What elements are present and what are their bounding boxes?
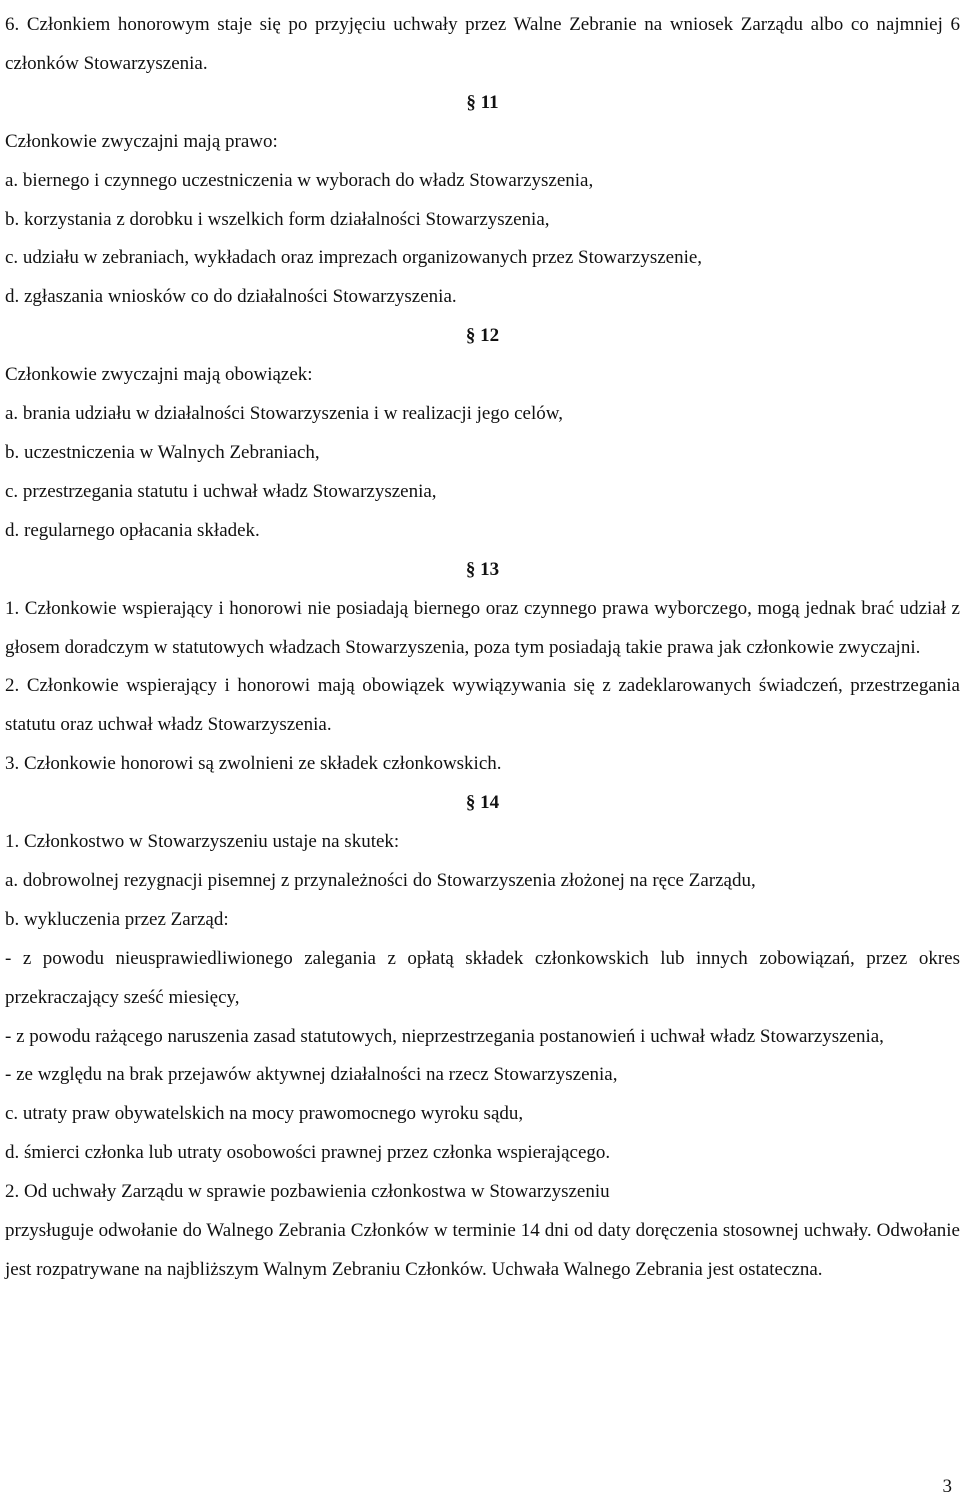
- list-item: - z powodu rażącego naruszenia zasad statutowych, nieprzestrzegania postanowień i uchwał władz Stowarzyszenia,: [5, 1025, 884, 1047]
- paragraph: 2. Od uchwały Zarządu w sprawie pozbawienia członkostwa w Stowarzyszeniu: [5, 1181, 610, 1203]
- list-item: d. śmierci członka lub utraty osobowości prawnej przez członka wspierającego.: [5, 1142, 611, 1164]
- paragraph: 1. Członkowie wspierający i honorowi nie posiadają biernego oraz czynnego prawa wyborczego, mogą jednak brać udział z głosem doradczym w statutowych władzach Stowarzyszenia, poza tym posiadają takie prawa jak członkowie zwyczajni.: [5, 597, 960, 658]
- paragraph: Członkowie zwyczajni mają prawo:: [5, 130, 278, 152]
- list-item: b. uczestniczenia w Walnych Zebraniach,: [5, 441, 320, 463]
- list-item: b. wykluczenia przez Zarząd:: [5, 908, 229, 930]
- list-item: c. utraty praw obywatelskich na mocy prawomocnego wyroku sądu,: [5, 1103, 524, 1125]
- paragraph: 2. Członkowie wspierający i honorowi mają obowiązek wywiązywania się z zadeklarowanych świadczeń, przestrzegania statutu oraz uchwał władz Stowarzyszenia.: [5, 675, 960, 736]
- list-item: a. dobrowolnej rezygnacji pisemnej z przynależności do Stowarzyszenia złożonej na ręce Zarządu,: [5, 869, 756, 891]
- page-number: 3: [942, 1476, 952, 1497]
- list-item: a. brania udziału w działalności Stowarzyszenia i w realizacji jego celów,: [5, 403, 563, 425]
- paragraph: 1. Członkostwo w Stowarzyszeniu ustaje na skutek:: [5, 831, 400, 853]
- list-item: c. przestrzegania statutu i uchwał władz Stowarzyszenia,: [5, 480, 437, 502]
- paragraph: 6. Członkiem honorowym staje się po przyjęciu uchwały przez Walne Zebranie na wniosek Zarządu albo co najmniej 6 członków Stowarzyszenia.: [5, 14, 960, 74]
- section-heading: § 14: [465, 792, 500, 814]
- list-item: a. biernego i czynnego uczestniczenia w wyborach do władz Stowarzyszenia,: [5, 169, 594, 191]
- list-item: - ze względu na brak przejawów aktywnej działalności na rzecz Stowarzyszenia,: [5, 1064, 618, 1086]
- section-heading: § 13: [465, 558, 500, 580]
- list-item: d. zgłaszania wniosków co do działalności Stowarzyszenia.: [5, 286, 457, 308]
- section-heading: § 11: [466, 91, 499, 113]
- list-item: - z powodu nieusprawiedliwionego zalegania z opłatą składek członkowskich lub innych zobowiązań, przez okres przekraczający sześć miesięcy,: [5, 947, 960, 1008]
- document-page: [5, 6, 960, 1290]
- paragraph: przysługuje odwołanie do Walnego Zebrania Członków w terminie 14 dni od daty doręczenia stosownej uchwały. Odwołanie jest rozpatrywane na najbliższym Walnym Zebraniu Członków. Uchwała Walnego Zebrania jest ostateczna.: [5, 1220, 960, 1280]
- paragraph: 3. Członkowie honorowi są zwolnieni ze składek członkowskich.: [5, 753, 502, 775]
- list-item: b. korzystania z dorobku i wszelkich form działalności Stowarzyszenia,: [5, 208, 550, 230]
- list-item: d. regularnego opłacania składek.: [5, 519, 260, 541]
- paragraph: Członkowie zwyczajni mają obowiązek:: [5, 364, 313, 386]
- list-item: c. udziału w zebraniach, wykładach oraz imprezach organizowanych przez Stowarzyszenie,: [5, 247, 703, 269]
- section-heading: § 12: [465, 325, 500, 347]
